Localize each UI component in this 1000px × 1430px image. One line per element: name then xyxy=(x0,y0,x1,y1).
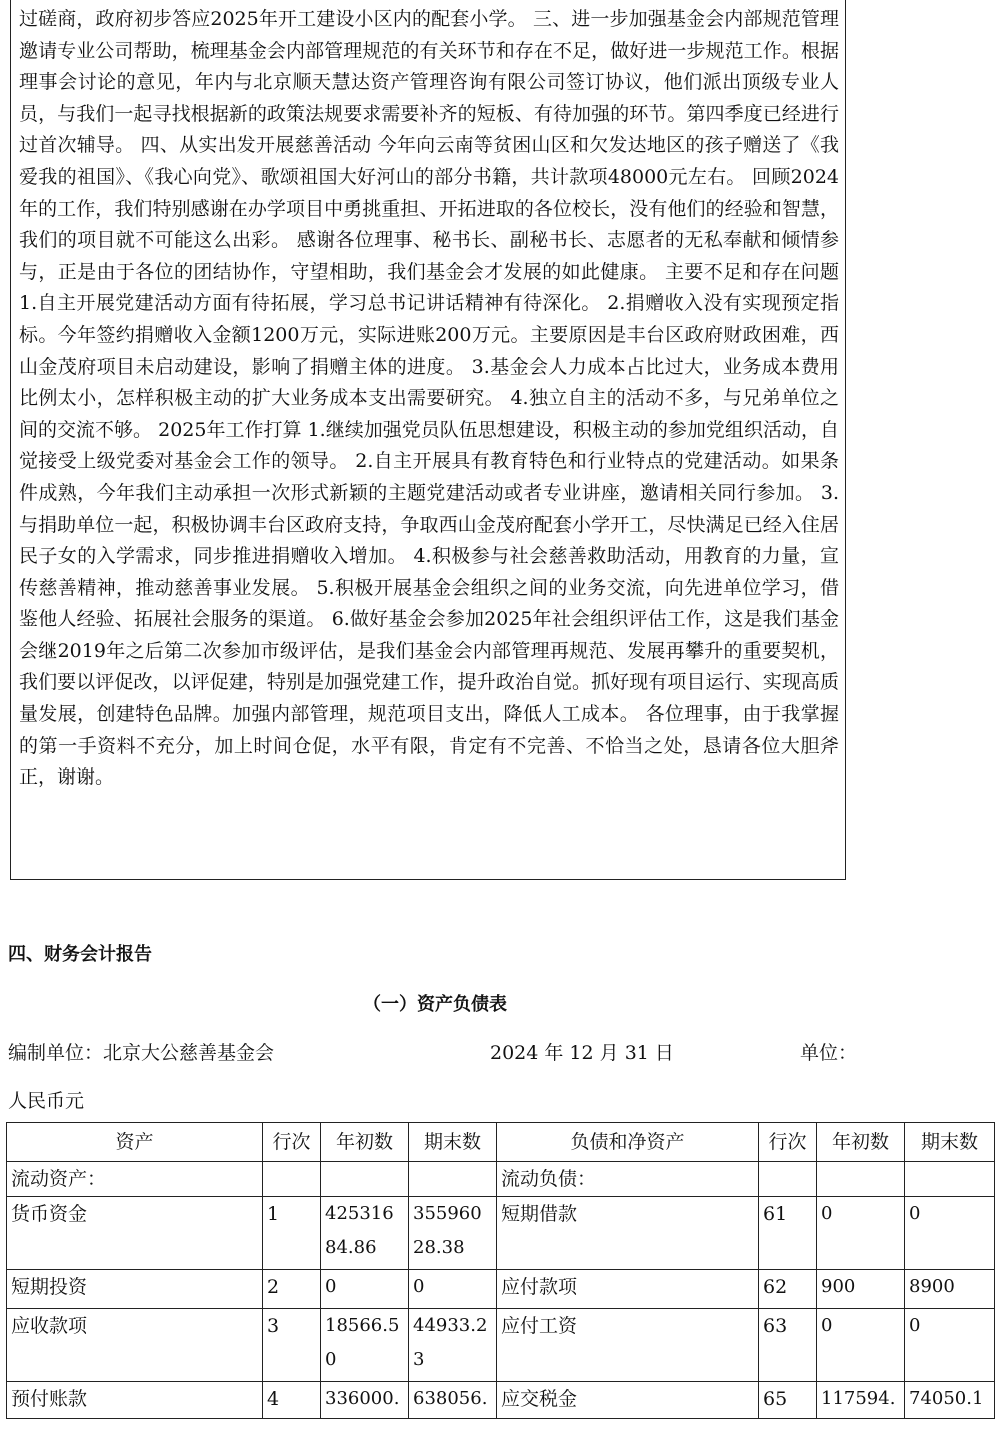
table-cell: 1 xyxy=(263,1197,321,1270)
section-heading: 四、财务会计报告 xyxy=(8,944,152,965)
table-cell: 638056. xyxy=(409,1382,497,1419)
table-cell: 0 xyxy=(321,1270,409,1309)
preparing-unit: 编制单位：北京大公慈善基金会 xyxy=(8,1042,275,1064)
report-date: 2024 年 12 月 31 日 xyxy=(490,1042,674,1064)
table-cell: 流动负债： xyxy=(497,1162,759,1197)
header-end: 期末数 xyxy=(409,1123,497,1162)
table-cell xyxy=(321,1162,409,1197)
table-row xyxy=(7,1270,995,1309)
header-begin-2: 年初数 xyxy=(817,1123,905,1162)
table-cell: 应交税金 xyxy=(497,1382,759,1419)
table-cell: 应付款项 xyxy=(497,1270,759,1309)
table-row xyxy=(7,1382,995,1419)
header-end-2: 期末数 xyxy=(905,1123,995,1162)
table-row xyxy=(7,1197,995,1270)
table-cell: 35596028.38 xyxy=(409,1197,497,1270)
table-cell: 900 xyxy=(817,1270,905,1309)
table-cell: 8900 xyxy=(905,1270,995,1309)
table-cell: 3 xyxy=(263,1309,321,1382)
table-cell xyxy=(905,1162,995,1197)
table-cell: 短期投资 xyxy=(7,1270,263,1309)
header-assets: 资产 xyxy=(7,1123,263,1162)
table-cell: 应付工资 xyxy=(497,1309,759,1382)
header-line-no-2: 行次 xyxy=(759,1123,817,1162)
table-cell: 117594. xyxy=(817,1382,905,1419)
table-cell: 42531684.86 xyxy=(321,1197,409,1270)
header-liabilities: 负债和净资产 xyxy=(497,1123,759,1162)
table-cell: 2 xyxy=(263,1270,321,1309)
table-cell: 0 xyxy=(817,1197,905,1270)
table-cell xyxy=(759,1162,817,1197)
table-cell: 4 xyxy=(263,1382,321,1419)
table-cell: 63 xyxy=(759,1309,817,1382)
table-cell: 流动资产： xyxy=(7,1162,263,1197)
table-cell: 0 xyxy=(409,1270,497,1309)
table-cell: 74050.1 xyxy=(905,1382,995,1419)
header-line-no: 行次 xyxy=(263,1123,321,1162)
table-cell xyxy=(817,1162,905,1197)
table-cell: 61 xyxy=(759,1197,817,1270)
report-text: 过磋商，政府初步答应2025年开工建设小区内的配套小学。 三、进一步加强基金会内部规范管理 邀请专业公司帮助，梳理基金会内部管理规范的有关环节和存在不足，做好进一步规范工作。根据理事会讨论的意见，年内与北京顺天慧达资产管理咨询有限公司签订协议，他们派出顶级专业人员，与我们一起寻找根据新的政策法规要求需要补齐的短板、有待加强的环节。第四季度已经进行过首次辅导。 四、从实出发开展慈善活动 今年向云南等贫困山区和欠发达地区的孩子赠送了《我爱我的祖国》、《我心向党》、歌颂祖国大好河山的部分书籍，共计款项48000元左右。 回顾2024年的工作，我们特别感谢在办学项目中勇挑重担、开拓进取的各位校长，没有他们的经验和智慧，我们的项目就不可能这么出彩。 感谢各位理事、秘书长、副秘书长、志愿者的无私奉献和倾情参与，正是由于各位的团结协作，守望相助，我们基金会才发展的如此健康。 主要不足和存在问题 1.自主开展党建活动方面有待拓展，学习总书记讲话精神有待深化。 2.捐赠收入没有实现预定指标。今年签约捐赠收入金额1200万元，实际进账200万元。主要原因是丰台区政府财政困难，西山金茂府项目未启动建设，影响了捐赠主体的进度。 3.基金会人力成本占比过大，业务成本费用比例太小，怎样积极主动的扩大业务成本支出需要研究。 4.独立自主的活动不多，与兄弟单位之间的交流不够。 2025年工作打算 1.继续加强党员队伍思想建设，积极主动的参加党组织活动，自觉接受上级党委对基金会工作的领导。 2.自主开展具有教育特色和行业特点的党建活动。如果条件成熟，今年我们主动承担一次形式新颖的主题党建活动或者专业讲座，邀请相关同行参加。 3.与捐助单位一起，积极协调丰台区政府支持，争取西山金茂府配套小学开工，尽快满足已经入住居民子女的入学需求，同步推进捐赠收入增加。 4.积极参与社会慈善救助活动，用教育的力量，宣传慈善精神，推动慈善事业发展。 5.积极开展基金会组织之间的业务交流，向先进单位学习，借鉴他人经验、拓展社会服务的渠道。 6.做好基金会参加2025年社会组织评估工作，这是我们基金会继2019年之后第二次参加市级评估，是我们基金会内部管理再规范、发展再攀升的重要契机，我们要以评促改，以评促建，特别是加强党建工作，提升政治自觉。抓好现有项目运行、实现高质量发展，创建特色品牌。加强内部管理，规范项目支出，降低人工成本。 各位理事，由于我掌握的第一手资料不充分，加上时间仓促，水平有限，肯定有不完善、不恰当之处，恳请各位大胆斧正，谢谢。 xyxy=(19,8,839,789)
table-cell: 62 xyxy=(759,1270,817,1309)
table-row xyxy=(7,1162,995,1197)
table-cell xyxy=(409,1162,497,1197)
table-cell: 0 xyxy=(905,1197,995,1270)
report-text-box xyxy=(10,0,846,880)
currency: 人民币元 xyxy=(8,1090,85,1112)
table-cell: 预付账款 xyxy=(7,1382,263,1419)
table-cell: 44933.23 xyxy=(409,1309,497,1382)
table-cell: 65 xyxy=(759,1382,817,1419)
table-cell: 应收款项 xyxy=(7,1309,263,1382)
table-cell: 货币资金 xyxy=(7,1197,263,1270)
table-title: （一）资产负债表 xyxy=(363,994,507,1015)
currency-label: 单位： xyxy=(800,1042,858,1064)
table-header-row xyxy=(7,1123,995,1162)
table-row xyxy=(7,1309,995,1382)
balance-sheet-table xyxy=(6,1122,995,1419)
header-begin: 年初数 xyxy=(321,1123,409,1162)
table-cell: 0 xyxy=(817,1309,905,1382)
table-cell xyxy=(263,1162,321,1197)
table-cell: 336000. xyxy=(321,1382,409,1419)
table-cell: 0 xyxy=(905,1309,995,1382)
table-cell: 短期借款 xyxy=(497,1197,759,1270)
table-cell: 18566.50 xyxy=(321,1309,409,1382)
